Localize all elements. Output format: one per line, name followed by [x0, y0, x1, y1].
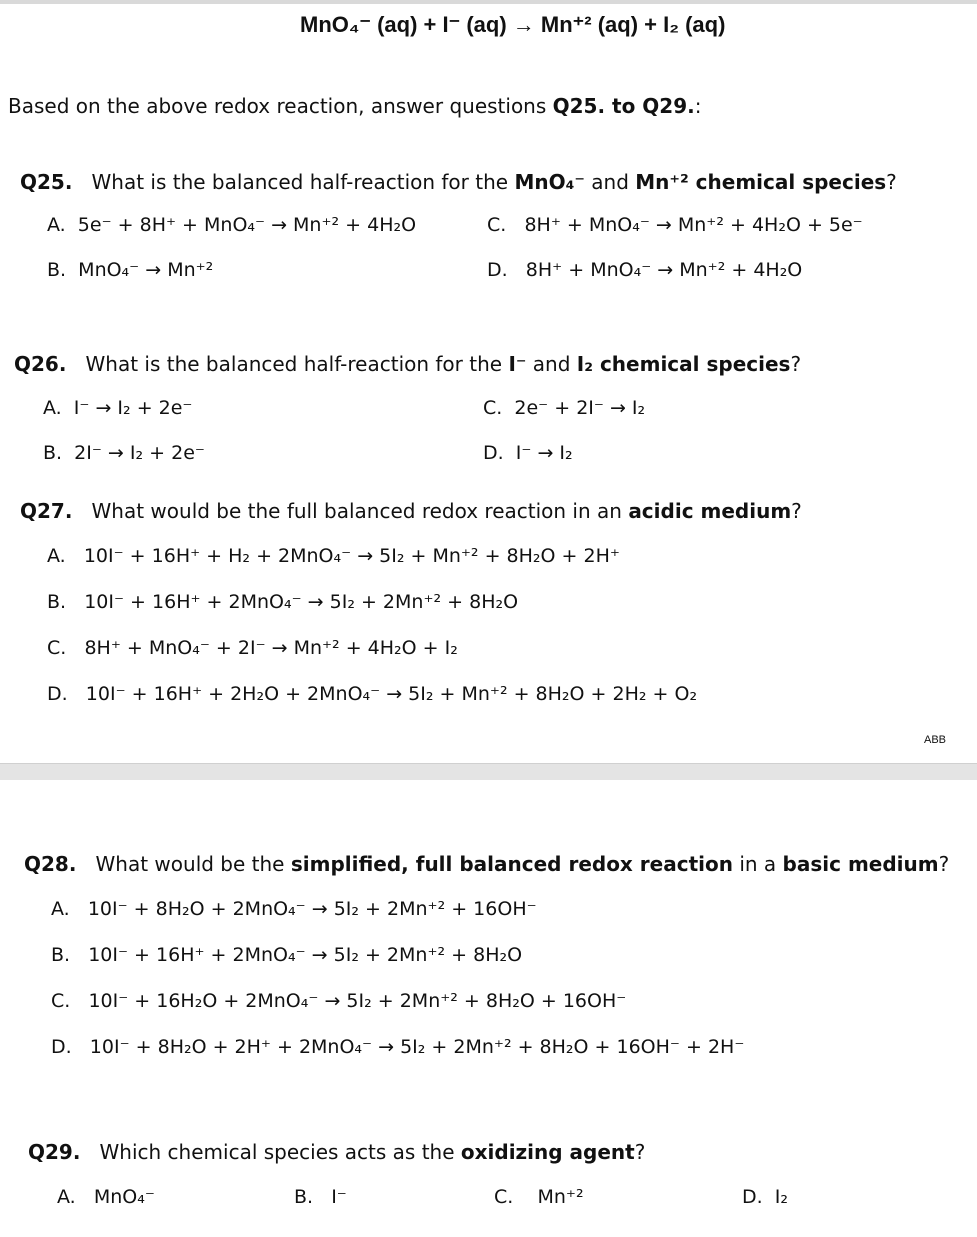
q25-text-c: ?	[886, 170, 897, 194]
option-letter: C.	[51, 990, 71, 1012]
q26-text-c: ?	[790, 352, 802, 376]
option-letter: D.	[47, 683, 68, 705]
q27-bold-a: acidic medium	[628, 499, 792, 523]
q28-text-b: in a	[732, 852, 783, 876]
q27-stem	[20, 499, 802, 523]
q26-number: Q26.	[14, 352, 67, 376]
q27-option-a[interactable]	[47, 545, 620, 567]
q25-text-b: and	[584, 170, 636, 194]
q26-bold-a: I⁻	[508, 352, 527, 376]
option-text: I⁻	[331, 1186, 347, 1208]
q25-bold-a: MnO₄⁻	[514, 170, 585, 194]
option-letter: C.	[494, 1186, 514, 1208]
q28-option-c[interactable]	[51, 990, 626, 1012]
top-rule	[0, 0, 977, 4]
option-letter: A.	[57, 1186, 76, 1208]
q29-option-d[interactable]	[742, 1186, 788, 1208]
q25-bold-b: Mn⁺² chemical species	[635, 170, 887, 194]
q28-option-d[interactable]	[51, 1036, 744, 1058]
header-equation: MnO₄⁻ (aq) + I⁻ (aq) → Mn⁺² (aq) + I₂ (aq)	[300, 12, 726, 37]
option-letter: C.	[47, 637, 67, 659]
option-text: 8H⁺ + MnO₄⁻ + 2I⁻ → Mn⁺² + 4H₂O + I₂	[84, 637, 458, 659]
option-letter: B.	[47, 591, 67, 613]
option-letter: C.	[487, 214, 507, 236]
option-text: Mn⁺²	[537, 1186, 584, 1208]
q26-option-c[interactable]	[483, 397, 645, 419]
q29-option-c[interactable]	[494, 1186, 584, 1208]
q28-stem	[24, 852, 949, 876]
option-letter: B.	[51, 944, 71, 966]
q25-option-c[interactable]	[487, 214, 863, 236]
option-letter: C.	[483, 397, 503, 419]
option-text: MnO₄⁻ → Mn⁺²	[78, 259, 214, 281]
intro-question-range: Q25. to Q29.	[552, 94, 695, 118]
option-text: 10I⁻ + 16H₂O + 2MnO₄⁻ → 5I₂ + 2Mn⁺² + 8H₂O + 16OH⁻	[88, 990, 627, 1012]
option-letter: D.	[742, 1186, 763, 1208]
option-text: I⁻ → I₂	[515, 442, 573, 464]
q29-text-b: ?	[634, 1140, 646, 1164]
q28-option-b[interactable]	[51, 944, 522, 966]
option-text: 10I⁻ + 16H⁺ + 2H₂O + 2MnO₄⁻ → 5I₂ + Mn⁺² + 8H₂O + 2H₂ + O₂	[85, 683, 698, 705]
option-text: 2I⁻ → I₂ + 2e⁻	[74, 442, 205, 464]
q25-option-a[interactable]	[47, 214, 416, 236]
option-letter: B.	[43, 442, 63, 464]
intro-line	[8, 94, 701, 118]
option-text: 10I⁻ + 16H⁺ + H₂ + 2MnO₄⁻ → 5I₂ + Mn⁺² + 8H₂O + 2H⁺	[83, 545, 620, 567]
option-letter: D.	[483, 442, 504, 464]
q29-bold-a: oxidizing agent	[460, 1140, 635, 1164]
option-text: 5e⁻ + 8H⁺ + MnO₄⁻ → Mn⁺² + 4H₂O	[77, 214, 417, 236]
q26-option-d[interactable]	[483, 442, 573, 464]
option-text: MnO₄⁻	[93, 1186, 155, 1208]
option-letter: A.	[47, 214, 66, 236]
q27-option-b[interactable]	[47, 591, 518, 613]
q25-option-b[interactable]	[47, 259, 213, 281]
page-break	[0, 763, 977, 780]
option-letter: B.	[47, 259, 67, 281]
q27-text-b: ?	[791, 499, 802, 523]
q26-option-a[interactable]	[43, 397, 192, 419]
q25-option-d[interactable]	[487, 259, 802, 281]
option-letter: B.	[294, 1186, 314, 1208]
q29-stem	[28, 1140, 645, 1164]
q25-number: Q25.	[20, 170, 73, 194]
q29-option-b[interactable]	[294, 1186, 347, 1208]
option-letter: A.	[47, 545, 66, 567]
option-text: 8H⁺ + MnO₄⁻ → Mn⁺² + 4H₂O	[525, 259, 803, 281]
intro-suffix: :	[694, 94, 702, 118]
q28-bold-b: basic medium	[782, 852, 939, 876]
option-letter: A.	[51, 898, 70, 920]
q25-text-a: What is the balanced half-reaction for the	[91, 170, 515, 194]
option-letter: A.	[43, 397, 62, 419]
q28-number: Q28.	[24, 852, 77, 876]
q27-option-d[interactable]	[47, 683, 697, 705]
option-text: 10I⁻ + 16H⁺ + 2MnO₄⁻ → 5I₂ + 2Mn⁺² + 8H₂O	[88, 944, 523, 966]
q26-text-a: What is the balanced half-reaction for the	[85, 352, 509, 376]
q26-option-b[interactable]	[43, 442, 205, 464]
q29-text-a: Which chemical species acts as the	[99, 1140, 461, 1164]
option-text: 2e⁻ + 2I⁻ → I₂	[514, 397, 646, 419]
option-text: 10I⁻ + 8H₂O + 2MnO₄⁻ → 5I₂ + 2Mn⁺² + 16OH⁻	[87, 898, 537, 920]
q29-option-a[interactable]	[57, 1186, 155, 1208]
q26-text-b: and	[526, 352, 577, 376]
q27-text-a: What would be the full balanced redox reaction in an	[91, 499, 629, 523]
q26-bold-b: I₂ chemical species	[576, 352, 791, 376]
q28-option-a[interactable]	[51, 898, 537, 920]
q28-text-c: ?	[938, 852, 950, 876]
option-text: I⁻ → I₂ + 2e⁻	[73, 397, 193, 419]
q28-bold-a: simplified, full balanced redox reaction	[290, 852, 733, 876]
q27-option-c[interactable]	[47, 637, 458, 659]
q28-text-a: What would be the	[95, 852, 291, 876]
option-letter: D.	[51, 1036, 72, 1058]
q25-stem	[20, 170, 897, 194]
option-text: 10I⁻ + 16H⁺ + 2MnO₄⁻ → 5I₂ + 2Mn⁺² + 8H₂O	[84, 591, 519, 613]
option-letter: D.	[487, 259, 508, 281]
q26-stem	[14, 352, 801, 376]
option-text: 8H⁺ + MnO₄⁻ → Mn⁺² + 4H₂O + 5e⁻	[524, 214, 863, 236]
footer-initials: ABB	[924, 734, 947, 746]
q29-number: Q29.	[28, 1140, 81, 1164]
option-text: 10I⁻ + 8H₂O + 2H⁺ + 2MnO₄⁻ → 5I₂ + 2Mn⁺² + 8H₂O + 16OH⁻ + 2H⁻	[89, 1036, 745, 1058]
q27-number: Q27.	[20, 499, 73, 523]
option-text: I₂	[774, 1186, 788, 1208]
intro-prefix: Based on the above redox reaction, answer questions	[8, 94, 553, 118]
